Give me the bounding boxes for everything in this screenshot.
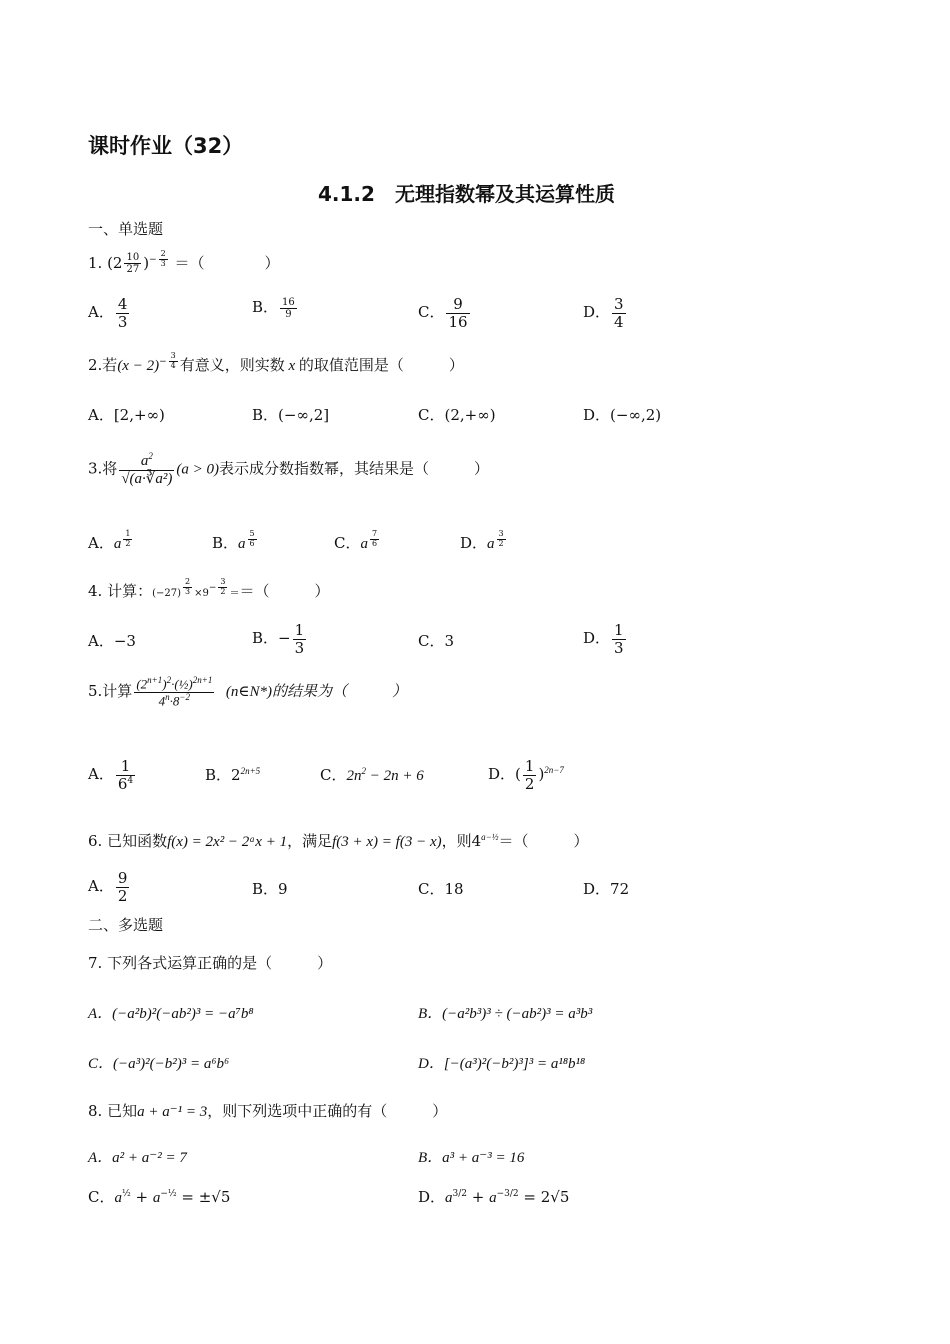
q7-option-b[interactable]: B．(−a²b³)³ ÷ (−ab²)³ = a³b³ <box>418 1006 593 1022</box>
q7-option-a[interactable]: A．(−a²b)²(−ab²)³ = −a⁷b⁸ <box>88 1006 254 1022</box>
q2-option-d[interactable]: D．(−∞,2) <box>583 406 662 424</box>
q6-option-b[interactable]: B．9 <box>252 880 288 898</box>
q3-option-c[interactable]: C．a $^{\frac{7}{6}}$ <box>334 529 378 552</box>
q3-option-b[interactable]: B．a $^{\frac{5}{6}}$ <box>212 529 255 552</box>
q1-option-a[interactable]: A． $\frac{4}{3}$ <box>88 295 128 331</box>
page-title: 4.1.2 无理指数幂及其运算性质 <box>318 182 615 206</box>
question-8: 8. 已知a + a⁻¹ = 3，则下列选项中正确的有（ ） <box>88 1102 448 1120</box>
q3-option-a[interactable]: A．a $^{\frac{1}{2}}$ <box>88 529 131 552</box>
q8-option-a[interactable]: A．a² + a⁻² = 7 <box>88 1150 187 1166</box>
question-5: 5.计算 $\frac{(2^{n+1})^2\cdot(\frac{1}{2})^{2n+1}}{4^n\cdot 8^{-2}}$ (n∈N*)的结果为（ ） <box>88 675 407 708</box>
q2-option-c[interactable]: C．(2,+∞) <box>418 406 496 424</box>
question-7: 7. 下列各式运算正确的是（ ） <box>88 954 333 972</box>
section-single-choice: 一、单选题 <box>88 220 164 238</box>
q4-option-c[interactable]: C．3 <box>418 632 455 650</box>
q1-option-d[interactable]: D． $\frac{3}{4}$ <box>583 295 624 331</box>
q5-option-c[interactable]: C．$2n^2 - 2n + 6$ <box>320 766 424 784</box>
q1-option-c[interactable]: C． $\frac{9}{16}$ <box>418 295 468 331</box>
q4-option-d[interactable]: D． $\frac{1}{3}$ <box>583 621 624 657</box>
q1-paren: ＝（ ） <box>174 253 280 272</box>
q5-option-d[interactable]: D．( $\frac{1}{2}$ )$^{2n-7}$ <box>488 757 564 793</box>
q2-option-a[interactable]: A．[2,+∞) <box>88 406 165 424</box>
q6-option-c[interactable]: C．18 <box>418 880 464 898</box>
q7-option-d[interactable]: D．[−(a³)²(−b²)³]³ = a¹⁸b¹⁸ <box>418 1056 586 1072</box>
q4-option-b[interactable]: B．− $\frac{1}{3}$ <box>252 621 305 657</box>
q8-option-b[interactable]: B．a³ + a⁻³ = 16 <box>418 1150 525 1166</box>
q8-option-c[interactable]: C．$a^{\frac{1}{2}} + a^{-\frac{1}{2}} = \pm√5$ <box>88 1188 231 1206</box>
q8-option-d[interactable]: D．$a^{3/2} + a^{-3/2} = 2√5$ <box>418 1188 570 1206</box>
q5-option-b[interactable]: B．$2^{2n+5}$ <box>205 766 261 784</box>
question-3: 3.将 $\frac{a^2}{\text{√(a·∛a²)}}$ (a > 0)表示成分数指数幂，其结果是（ ） <box>88 451 489 487</box>
q4-option-a[interactable]: A．−3 <box>88 632 136 650</box>
homework-label: 课时作业（32） <box>88 134 244 158</box>
q1-option-b[interactable]: B． $\frac{16}{9}$ <box>252 296 295 320</box>
question-1: 1. (2 $\frac{10}{27}$ )$^{- \frac{2}{3}}$ ＝（ ） <box>88 249 280 276</box>
q5-option-a[interactable]: A． $\frac{1}{6^4}$ <box>88 757 134 793</box>
q1-text: 1. (2 <box>88 253 123 272</box>
q3-option-d[interactable]: D．a $^{\frac{3}{2}}$ <box>460 529 504 552</box>
q6-option-a[interactable]: A． $\frac{9}{2}$ <box>88 869 128 905</box>
q6-option-d[interactable]: D．72 <box>583 880 630 898</box>
q2-option-b[interactable]: B．(−∞,2] <box>252 406 330 424</box>
section-multi-choice: 二、多选题 <box>88 916 164 934</box>
question-6: 6. 已知函数f(x) = 2x² − 2ᵃx + 1，满足f(3 + x) = f(3 − x)，则$4^{a-\frac{1}{2}}=$（ ） <box>88 832 589 850</box>
q7-option-c[interactable]: C．(−a³)²(−b²)³ = a⁶b⁶ <box>88 1056 230 1072</box>
question-2: 2.若$(x - 2)^{- \frac{3}{4}}$ 有意义，则实数 x 的取值范围是（ ） <box>88 351 464 374</box>
question-4: 4. 计算：(−27) $^{\frac{2}{3}}$ $\times 9^{- \frac{3}{2}}$ ＝＝（ ） <box>88 577 330 600</box>
